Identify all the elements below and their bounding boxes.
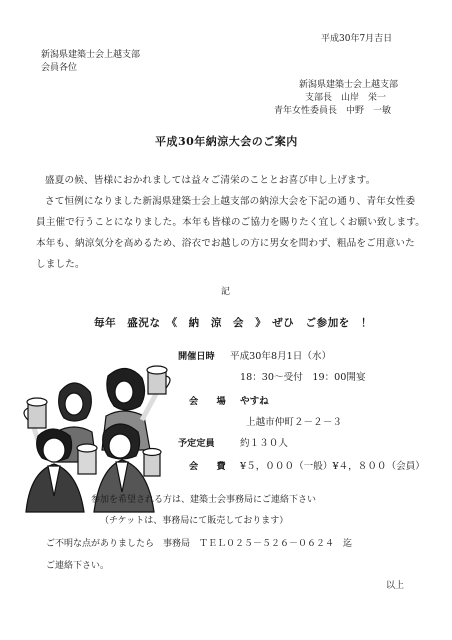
date-label: 開催日時 bbox=[178, 351, 215, 362]
note-line: （チケットは、事務局にて販売しております） bbox=[100, 516, 289, 526]
contact-line: ご連絡下さい。 bbox=[46, 561, 110, 571]
document-title: 平成30年納涼大会のご案内 bbox=[155, 135, 298, 148]
event-headline: 毎年 盛況な 《 納 涼 会 》 ぜひ ご参加を ！ bbox=[94, 317, 373, 329]
closing-mark: 以上 bbox=[386, 581, 405, 591]
venue-value: やすね bbox=[240, 396, 269, 407]
sender-committee-chair: 青年女性委員長 中野 一敏 bbox=[274, 106, 392, 116]
sender-chair: 支部長 山岸 栄一 bbox=[305, 93, 387, 103]
fee-label: 会 費 bbox=[189, 461, 226, 472]
recipient-members: 会員各位 bbox=[41, 63, 78, 73]
date-value: 平成30年8月1日（水） bbox=[230, 351, 332, 362]
fee-value: ¥５，０００（一般）¥４，８００（会員） bbox=[240, 461, 425, 472]
sender-organization: 新潟県建築士会上越支部 bbox=[299, 80, 399, 90]
body-line: 員主催で行うことになりました。本年も皆様のご協力を賜りたく宜しくお願い致します。 bbox=[36, 217, 425, 228]
time-value: 18：30～受付 19：00開宴 bbox=[240, 372, 366, 383]
venue-address: 上越市仲町２－２－３ bbox=[246, 417, 342, 428]
ki-heading: 記 bbox=[221, 287, 231, 297]
capacity-label: 予定定員 bbox=[178, 438, 215, 449]
body-line: 本年も、納涼気分を高めるため、浴衣でお越しの方に男女を問わず、粗品をご用意いた bbox=[36, 238, 415, 249]
capacity-value: 約１３０人 bbox=[240, 438, 288, 449]
note-line: 参加を希望される方は、建築士会事務局にご連絡下さい bbox=[91, 495, 317, 505]
body-line: 盛夏の候、皆様におかれましては益々ご清栄のこととお喜び申し上げます。 bbox=[45, 175, 376, 186]
body-line: さて恒例になりました新潟県建築士会上越支部の納涼大会を下記の通り、青年女性委 bbox=[45, 196, 416, 207]
document-date: 平成30年7月吉日 bbox=[321, 34, 393, 44]
body-line: しました。 bbox=[36, 259, 85, 270]
venue-label: 会 場 bbox=[189, 396, 226, 407]
contact-line: ご不明な点がありましたら 事務局 ＴＥＬ０２５－５２６－０６２４ 迄 bbox=[46, 539, 353, 549]
recipient-organization: 新潟県建築士会上越支部 bbox=[41, 50, 141, 60]
toasting-people-illustration bbox=[8, 362, 186, 514]
